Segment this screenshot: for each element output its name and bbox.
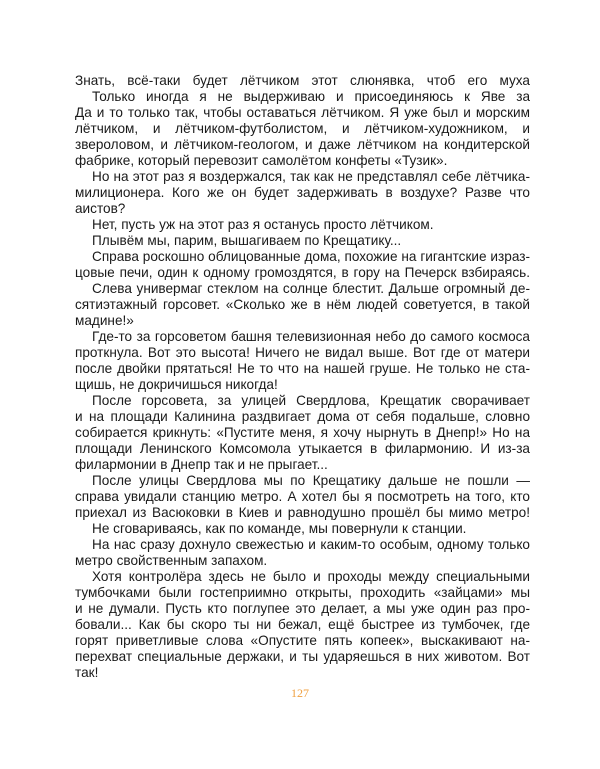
- text-line: щишь, не докричишься никогда!: [75, 377, 278, 392]
- page-number: 127: [291, 686, 309, 700]
- text-line: Плывём мы, парим, вышагиваем по Крещатику...: [92, 233, 402, 248]
- text-line: Но на этот раз я воздержался, так как не представлял себе лётчика-: [92, 169, 530, 184]
- text-line: Слева универмаг стеклом на солнце блестит. Дальше огромный де-: [92, 281, 530, 296]
- text-line: бовали... Как бы скоро ты ни бежал, ещё быстрее из тумбочек, где: [75, 617, 530, 632]
- text-line: Нет, пусть уж на этот раз я останусь просто лётчиком.: [92, 217, 434, 232]
- text-line: Справа роскошно облицованные дома, похожие на гигантские израз-: [92, 249, 530, 264]
- text-line: мадине!»: [75, 313, 134, 328]
- text-line: метро свойственным запахом.: [75, 553, 268, 568]
- text-line: тумбочками были гостеприимно открыты, проходить «зайцами» мы: [75, 585, 530, 600]
- text-line: Хотя контролёра здесь не было и проходы между специальными: [92, 569, 530, 584]
- text-line: и на площади Калинина раздвигает дома от себя подальше, словно: [75, 409, 530, 424]
- text-line: собирается крикнуть: «Пустите меня, я хочу нырнуть в Днепр!» Но на: [75, 425, 530, 440]
- text-line: Только иногда я не выдерживаю и присоединяюсь к Яве за: [92, 89, 530, 104]
- text-line: После горсовета, за улицей Свердлова, Крещатик сворачивает: [92, 393, 530, 408]
- text-line: так!: [75, 665, 99, 680]
- text-line: площади Ленинского Комсомола утыкается в филармонию. И из-за: [75, 441, 530, 456]
- text-line: после двойки прятаться! Не то что на нашей груше. Не только не ста-: [75, 361, 530, 376]
- text-line: Знать, всё-таки будет лётчиком этот слюнявка, чтоб его муха: [75, 73, 530, 88]
- text-line: На нас сразу дохнуло свежестью и каким-то особым, одному только: [92, 537, 530, 552]
- text-line: цовые печи, один к одному громоздятся, в гору на Печерск взбираясь.: [75, 265, 530, 280]
- text-line: проткнула. Вот это высота! Ничего не видал выше. Вот где от матери: [75, 345, 530, 360]
- text-line: сятиэтажный горсовет. «Сколько же в нём людей советуется, в такой: [75, 297, 530, 312]
- text-line: фабрике, который перевозит самолётом конфеты «Тузик».: [75, 153, 448, 168]
- text-line: Где-то за горсоветом башня телевизионная небо до самого космоса: [92, 329, 530, 344]
- text-line: Не сговариваясь, как по команде, мы повернули к станции.: [92, 521, 467, 536]
- text-line: перехват специальные держаки, и ты ударяешься в них животом. Вот: [75, 649, 530, 664]
- text-line: После улицы Свердлова мы по Крещатику дальше не пошли —: [92, 473, 530, 488]
- text-line: горят приветливые слова «Опустите пять копеек», выскакивают на-: [75, 633, 530, 648]
- text-line: Да и то только так, чтобы оставаться лётчиком. Я уже был и морским: [75, 105, 530, 120]
- text-line: справа увидали станцию метро. А хотел бы я посмотреть на того, кто: [75, 489, 530, 504]
- text-line: и не думали. Пусть кто поглупее это делает, а мы уже один раз про-: [75, 601, 530, 616]
- text-line: филармонии в Днепр так и не прыгает...: [75, 457, 328, 472]
- book-page-text: [75, 73, 530, 681]
- text-line: аистов?: [75, 201, 126, 216]
- text-line: лётчиком, и лётчиком-футболистом, и лётчиком-художником, и: [75, 121, 530, 136]
- text-line: милиционера. Кого же он будет задерживать в воздухе? Разве что: [75, 185, 530, 200]
- text-line: звероловом, и лётчиком-геологом, и даже лётчиком на кондитерской: [75, 137, 530, 152]
- text-line: приехал из Васюковки в Киев и равнодушно прошёл бы мимо метро!: [75, 505, 530, 520]
